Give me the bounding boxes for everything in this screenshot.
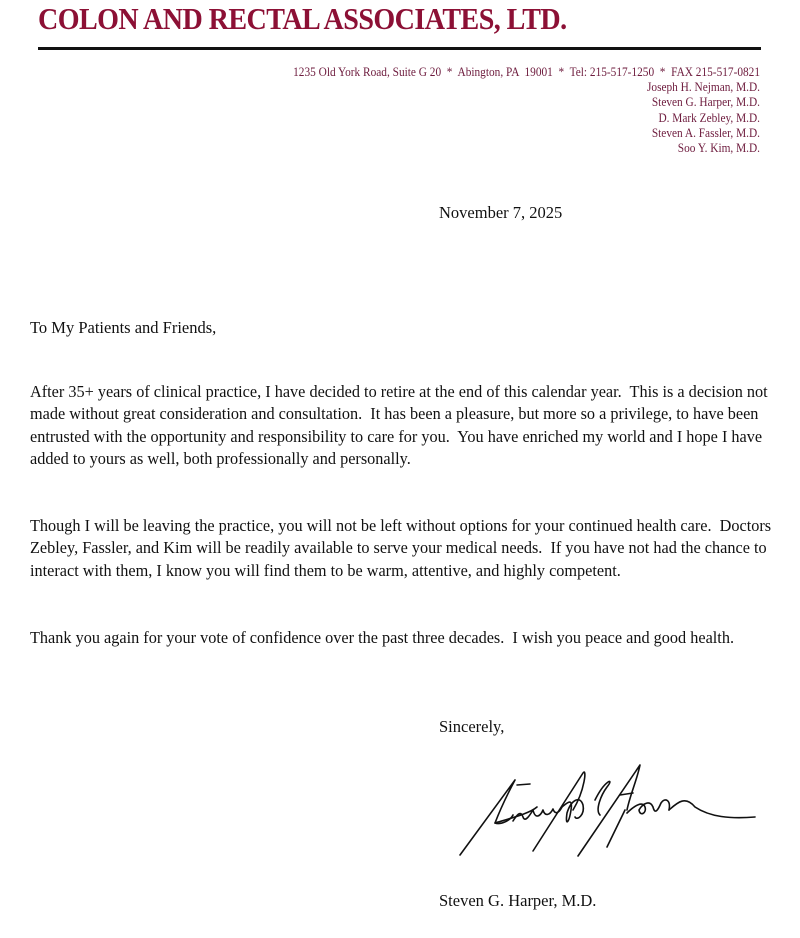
body-paragraph: Thank you again for your vote of confidence over the past three decades. I wish you peace and good health. [30, 628, 735, 647]
address-line: 1235 Old York Road, Suite G 20 * Abington, PA 19001 * Tel: 215-517-1250 * FAX 215-517-0821 [293, 65, 760, 79]
signature-icon [455, 755, 775, 875]
physician-name: Steven A. Fassler, M.D. [651, 125, 760, 140]
signer-name: Steven G. Harper, M.D. [439, 891, 597, 910]
physician-name: Steven G. Harper, M.D. [651, 95, 760, 110]
header-divider [38, 47, 761, 50]
physician-name: D. Mark Zebley, M.D. [658, 110, 760, 125]
physician-name: Joseph H. Nejman, M.D. [646, 80, 760, 95]
organization-name: COLON AND RECTAL ASSOCIATES, LTD. [38, 2, 567, 36]
closing: Sincerely, [439, 717, 505, 736]
letterhead-contact [293, 65, 760, 156]
body-paragraph: Though I will be leaving the practice, you will not be left without options for your continued health care. Doctors Zebley, Fassler, and Kim will be readily available to serve your medical needs. If you have not had the chance to interact with them, I know you will find them to be warm, attentive, and highly competent. [30, 516, 776, 580]
letter-date: November 7, 2025 [439, 203, 563, 222]
physician-name: Soo Y. Kim, M.D. [677, 141, 760, 156]
salutation: To My Patients and Friends, [30, 318, 217, 337]
body-paragraph: After 35+ years of clinical practice, I have decided to retire at the end of this calendar year. This is a decision not made without great consideration and consultation. It has been a pleasure, but more so a privilege, to have been entrusted with the opportunity and responsibility to care for you. You have enriched my world and I hope I have added to yours as well, both professionally and personally. [30, 382, 772, 469]
